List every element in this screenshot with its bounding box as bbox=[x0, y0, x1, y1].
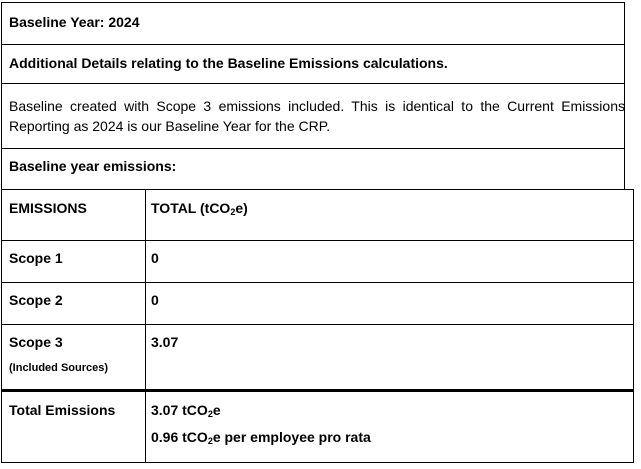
details-heading: Additional Details relating to the Baseline Emissions calculations. bbox=[9, 55, 448, 71]
row-divider-3 bbox=[1, 324, 634, 325]
column-divider bbox=[145, 190, 146, 463]
row-divider-2 bbox=[1, 282, 634, 283]
emissions-column-header: EMISSIONS bbox=[9, 200, 87, 216]
scope-1-label: Scope 1 bbox=[9, 250, 63, 266]
scope-3-sublabel: (Included Sources) bbox=[9, 362, 109, 374]
right-border-lower bbox=[633, 190, 634, 463]
total-emissions-label: Total Emissions bbox=[9, 402, 116, 418]
per-employee-value: 0.96 tCO$_2$e per employee pro rata bbox=[151, 429, 371, 446]
emissions-heading: Baseline year emissions: bbox=[9, 158, 177, 174]
divider-2 bbox=[1, 83, 625, 84]
total-emissions-value: 3.07 tCO$_2$e bbox=[151, 402, 221, 419]
bottom-border bbox=[1, 462, 634, 463]
total-column-header: TOTAL (tCO$_2$e) bbox=[151, 200, 248, 217]
scope-2-label: Scope 2 bbox=[9, 292, 63, 308]
total-divider bbox=[1, 389, 634, 392]
scope-3-label: Scope 3 bbox=[9, 334, 63, 350]
top-border bbox=[1, 2, 625, 3]
divider-3 bbox=[1, 148, 625, 149]
left-border bbox=[1, 2, 2, 463]
baseline-year-heading: Baseline Year: 2024 bbox=[9, 14, 140, 30]
details-paragraph: Baseline created with Scope 3 emissions included. This is identical to the Current Emissions Reporting as 2024 is our Baseline Year for the CRP. bbox=[9, 98, 625, 134]
scope-3-value: 3.07 bbox=[151, 334, 179, 350]
table-top-border bbox=[1, 189, 634, 190]
scope-1-value: 0 bbox=[151, 250, 159, 266]
scope-2-value: 0 bbox=[151, 292, 159, 308]
row-divider-1 bbox=[1, 240, 634, 241]
divider-1 bbox=[1, 44, 625, 45]
